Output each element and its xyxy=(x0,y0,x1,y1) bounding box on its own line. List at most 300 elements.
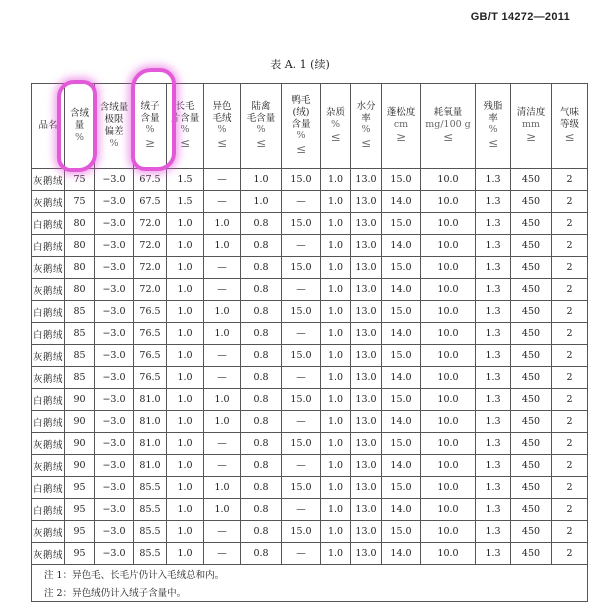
table-cell: — xyxy=(282,191,321,213)
table-cell: 67.5 xyxy=(134,169,167,191)
table-cell: 0.8 xyxy=(241,433,282,455)
table-row xyxy=(32,499,588,521)
table-cell: 1.3 xyxy=(476,389,511,411)
column-header xyxy=(421,84,476,169)
column-header-unit: mm xyxy=(521,118,541,130)
column-header-comparator: ≤ xyxy=(487,136,499,151)
table-cell: 15.0 xyxy=(382,521,421,543)
table-cell: −3.0 xyxy=(95,345,134,367)
table-cell: 450 xyxy=(511,455,552,477)
table-cell: 1.0 xyxy=(321,499,351,521)
table-cell: 85 xyxy=(65,367,95,389)
table-cell: 1.3 xyxy=(476,345,511,367)
column-header-label: 水分 率 xyxy=(356,100,376,124)
table-cell: 13.0 xyxy=(351,169,382,191)
table-cell: 2 xyxy=(552,477,588,499)
column-header-label: 含绒 量 xyxy=(69,108,89,132)
table-cell: 450 xyxy=(511,433,552,455)
table-cell: 2 xyxy=(552,389,588,411)
table-cell: 10.0 xyxy=(421,257,476,279)
table-cell: 2 xyxy=(552,213,588,235)
table-cell: 85 xyxy=(65,301,95,323)
table-row xyxy=(32,235,588,257)
column-header-unit: cm xyxy=(393,118,409,130)
table-cell: 2 xyxy=(552,257,588,279)
table-cell: — xyxy=(282,235,321,257)
table-cell: 81.0 xyxy=(134,455,167,477)
table-row xyxy=(32,257,588,279)
table-cell: −3.0 xyxy=(95,411,134,433)
product-name-cell: 白鹅绒 xyxy=(32,301,65,323)
table-cell: 13.0 xyxy=(351,345,382,367)
table-cell: 15.0 xyxy=(282,169,321,191)
table-cell: 450 xyxy=(511,191,552,213)
column-header xyxy=(511,84,552,169)
table-cell: 14.0 xyxy=(382,191,421,213)
column-header-unit: % xyxy=(74,131,85,143)
table-cell: 10.0 xyxy=(421,477,476,499)
table-cell: 1.0 xyxy=(167,367,204,389)
table-cell: 1.3 xyxy=(476,169,511,191)
table-cell: 67.5 xyxy=(134,191,167,213)
table-cell: 10.0 xyxy=(421,411,476,433)
table-cell: 1.0 xyxy=(167,433,204,455)
column-header-unit: % xyxy=(296,130,306,142)
standard-code: GB/T 14272—2011 xyxy=(470,11,570,23)
column-header-comparator: ≥ xyxy=(525,130,537,145)
product-name-cell: 白鹅绒 xyxy=(32,323,65,345)
table-cell: 0.8 xyxy=(241,411,282,433)
table-cell: 15.0 xyxy=(282,257,321,279)
table-cell: 90 xyxy=(65,433,95,455)
column-header-comparator: ≥ xyxy=(144,136,156,151)
table-note-2: 注 2：异色绒仍计入绒子含量中。 xyxy=(32,583,588,602)
table-cell: 90 xyxy=(65,389,95,411)
table-cell: 10.0 xyxy=(421,433,476,455)
table-cell: −3.0 xyxy=(95,477,134,499)
table-cell: 1.0 xyxy=(167,389,204,411)
table-cell: — xyxy=(204,367,241,389)
column-header-label: 气味 等级 xyxy=(559,106,579,130)
table-cell: 0.8 xyxy=(241,323,282,345)
product-name-cell: 灰鹅绒 xyxy=(32,257,65,279)
table-cell: 450 xyxy=(511,389,552,411)
table-cell: 0.8 xyxy=(241,279,282,301)
table-cell: 1.0 xyxy=(241,169,282,191)
product-name-cell: 灰鹅绒 xyxy=(32,191,65,213)
table-row xyxy=(32,279,588,301)
product-name-cell: 白鹅绒 xyxy=(32,477,65,499)
table-cell: 450 xyxy=(511,521,552,543)
table-cell: −3.0 xyxy=(95,213,134,235)
column-header xyxy=(382,84,421,169)
table-cell: 85.5 xyxy=(134,499,167,521)
table-cell: 76.5 xyxy=(134,345,167,367)
table-cell: 15.0 xyxy=(282,389,321,411)
table-cell: 13.0 xyxy=(351,477,382,499)
table-cell: 450 xyxy=(511,345,552,367)
column-header-label: 残脂 率 xyxy=(483,100,503,124)
table-cell: 1.0 xyxy=(167,477,204,499)
table-cell: 0.8 xyxy=(241,213,282,235)
column-header-unit: % xyxy=(180,124,190,136)
column-header-unit: % xyxy=(330,118,341,130)
table-cell: 1.0 xyxy=(321,279,351,301)
table-cell: 10.0 xyxy=(421,499,476,521)
table-cell: 0.8 xyxy=(241,257,282,279)
product-name-cell: 灰鹅绒 xyxy=(32,433,65,455)
table-cell: −3.0 xyxy=(95,455,134,477)
table-cell: 1.3 xyxy=(476,543,511,565)
column-header-label: 鸭毛 (绒) 含量 xyxy=(291,94,311,130)
table-cell: 1.0 xyxy=(321,367,351,389)
table-cell: 1.0 xyxy=(204,235,241,257)
product-name-cell: 白鹅绒 xyxy=(32,411,65,433)
table-cell: 10.0 xyxy=(421,213,476,235)
table-cell: 15.0 xyxy=(282,213,321,235)
table-cell: 1.0 xyxy=(204,499,241,521)
table-cell: — xyxy=(204,543,241,565)
table-cell: 1.3 xyxy=(476,235,511,257)
table-cell: 72.0 xyxy=(134,257,167,279)
table-cell: 15.0 xyxy=(282,301,321,323)
table-cell: 0.8 xyxy=(241,389,282,411)
table-cell: 450 xyxy=(511,543,552,565)
column-header xyxy=(321,84,351,169)
column-header xyxy=(95,84,134,169)
table-cell: 1.0 xyxy=(321,411,351,433)
column-header-comparator: ≤ xyxy=(442,130,454,145)
table-cell: 14.0 xyxy=(382,411,421,433)
column-header-label: 绒子 含量 xyxy=(140,100,160,124)
table-cell: 1.0 xyxy=(321,477,351,499)
table-cell: 1.0 xyxy=(204,411,241,433)
table-cell: 1.0 xyxy=(167,411,204,433)
table-cell: 85 xyxy=(65,345,95,367)
table-cell: 1.3 xyxy=(476,213,511,235)
table-cell: 2 xyxy=(552,543,588,565)
table-cell: — xyxy=(282,367,321,389)
column-header xyxy=(282,84,321,169)
table-cell: −3.0 xyxy=(95,433,134,455)
table-cell: −3.0 xyxy=(95,235,134,257)
table-cell: 1.3 xyxy=(476,191,511,213)
column-header-label: 含绒量 极限 偏差 xyxy=(99,102,129,137)
table-cell: 2 xyxy=(552,279,588,301)
column-header-comparator: ≤ xyxy=(179,136,191,151)
table-cell: 13.0 xyxy=(351,389,382,411)
table-cell: 1.0 xyxy=(321,323,351,345)
table-cell: 10.0 xyxy=(421,323,476,345)
table-cell: −3.0 xyxy=(95,257,134,279)
table-cell: 0.8 xyxy=(241,455,282,477)
column-header-unit: % xyxy=(361,124,371,136)
table-cell: 450 xyxy=(511,213,552,235)
table-cell: 15.0 xyxy=(382,213,421,235)
table-cell: 1.3 xyxy=(476,477,511,499)
table-cell: −3.0 xyxy=(95,367,134,389)
table-cell: 1.0 xyxy=(321,191,351,213)
table-row xyxy=(32,543,588,565)
table-cell: 2 xyxy=(552,499,588,521)
table-cell: 95 xyxy=(65,543,95,565)
table-cell: 0.8 xyxy=(241,345,282,367)
table-cell: — xyxy=(282,411,321,433)
product-name-cell: 灰鹅绒 xyxy=(32,345,65,367)
table-cell: 90 xyxy=(65,455,95,477)
table-row xyxy=(32,411,588,433)
table-cell: 13.0 xyxy=(351,433,382,455)
column-header xyxy=(552,84,588,169)
table-cell: 1.0 xyxy=(167,213,204,235)
table-cell: 450 xyxy=(511,411,552,433)
table-cell: 76.5 xyxy=(134,367,167,389)
table-cell: 15.0 xyxy=(282,477,321,499)
table-cell: 1.3 xyxy=(476,301,511,323)
table-cell: 14.0 xyxy=(382,499,421,521)
product-name-cell: 灰鹅绒 xyxy=(32,521,65,543)
table-cell: 13.0 xyxy=(351,411,382,433)
column-header-comparator: ≤ xyxy=(360,136,372,151)
product-name-cell: 白鹅绒 xyxy=(32,389,65,411)
table-cell: 450 xyxy=(511,367,552,389)
table-cell: 13.0 xyxy=(351,191,382,213)
column-header-unit: % xyxy=(217,124,227,136)
table-cell: 15.0 xyxy=(282,433,321,455)
table-cell: 80 xyxy=(65,279,95,301)
table-cell: 14.0 xyxy=(382,279,421,301)
table-row xyxy=(32,191,588,213)
table-cell: 2 xyxy=(552,433,588,455)
table-cell: — xyxy=(282,323,321,345)
table-cell: 1.3 xyxy=(476,411,511,433)
table-cell: −3.0 xyxy=(95,191,134,213)
column-header-comparator: ≤ xyxy=(295,142,307,157)
table-cell: 1.0 xyxy=(167,455,204,477)
table-cell: 13.0 xyxy=(351,213,382,235)
column-header xyxy=(167,84,204,169)
table-cell: 75 xyxy=(65,191,95,213)
table-cell: — xyxy=(204,257,241,279)
table-cell: 1.0 xyxy=(167,521,204,543)
table-cell: 85.5 xyxy=(134,543,167,565)
column-header-unit: mg/100 g xyxy=(425,118,471,130)
table-cell: 0.8 xyxy=(241,521,282,543)
table-cell: 10.0 xyxy=(421,367,476,389)
table-cell: 13.0 xyxy=(351,521,382,543)
product-name-cell: 灰鹅绒 xyxy=(32,169,65,191)
table-cell: −3.0 xyxy=(95,499,134,521)
table-cell: 76.5 xyxy=(134,301,167,323)
table-row xyxy=(32,301,588,323)
table-cell: 1.3 xyxy=(476,257,511,279)
table-cell: — xyxy=(204,455,241,477)
table-cell: 81.0 xyxy=(134,433,167,455)
product-name-cell: 灰鹅绒 xyxy=(32,367,65,389)
table-cell: 1.0 xyxy=(204,389,241,411)
table-cell: 85.5 xyxy=(134,477,167,499)
table-cell: 1.0 xyxy=(241,191,282,213)
column-header-comparator: ≤ xyxy=(255,136,267,151)
table-cell: −3.0 xyxy=(95,543,134,565)
table-cell: 2 xyxy=(552,169,588,191)
product-name-cell: 灰鹅绒 xyxy=(32,455,65,477)
table-cell: 1.0 xyxy=(167,543,204,565)
table-cell: 14.0 xyxy=(382,455,421,477)
table-cell: 85.5 xyxy=(134,521,167,543)
table-cell: — xyxy=(282,543,321,565)
table-cell: 90 xyxy=(65,411,95,433)
table-cell: 10.0 xyxy=(421,279,476,301)
table-cell: 1.5 xyxy=(167,169,204,191)
table-row xyxy=(32,367,588,389)
column-header xyxy=(65,84,95,169)
column-header-comparator: ≤ xyxy=(330,130,341,145)
table-cell: 81.0 xyxy=(134,411,167,433)
table-cell: 1.0 xyxy=(321,543,351,565)
table-cell: 2 xyxy=(552,411,588,433)
table-cell: 1.0 xyxy=(167,345,204,367)
table-cell: 1.3 xyxy=(476,433,511,455)
column-header-label: 品名 xyxy=(38,120,58,132)
table-cell: 13.0 xyxy=(351,367,382,389)
table-row xyxy=(32,455,588,477)
table-cell: 450 xyxy=(511,235,552,257)
table-row xyxy=(32,345,588,367)
table-cell: 10.0 xyxy=(421,345,476,367)
table-cell: 10.0 xyxy=(421,389,476,411)
column-header xyxy=(351,84,382,169)
table-cell: 2 xyxy=(552,345,588,367)
table-cell: — xyxy=(282,455,321,477)
table-cell: 15.0 xyxy=(382,257,421,279)
table-cell: 13.0 xyxy=(351,323,382,345)
table-cell: 14.0 xyxy=(382,235,421,257)
column-header-unit: % xyxy=(488,124,498,136)
table-cell: 2 xyxy=(552,235,588,257)
column-header-label: 清洁度 xyxy=(516,106,546,118)
table-cell: 1.0 xyxy=(204,323,241,345)
table-cell: — xyxy=(204,279,241,301)
column-header-unit: % xyxy=(145,124,155,136)
column-header-label: 杂质 xyxy=(325,106,345,118)
table-cell: 1.0 xyxy=(321,235,351,257)
table-cell: — xyxy=(204,345,241,367)
table-cell: 10.0 xyxy=(421,521,476,543)
column-header-unit: % xyxy=(109,137,119,149)
table-cell: 1.0 xyxy=(167,235,204,257)
table-cell: 72.0 xyxy=(134,279,167,301)
product-name-cell: 白鹅绒 xyxy=(32,499,65,521)
table-row xyxy=(32,521,588,543)
table-cell: 95 xyxy=(65,521,95,543)
table-cell: 450 xyxy=(511,169,552,191)
table-cell: 2 xyxy=(552,323,588,345)
table-row xyxy=(32,213,588,235)
table-cell: — xyxy=(204,521,241,543)
table-cell: 10.0 xyxy=(421,301,476,323)
spec-table xyxy=(31,83,588,602)
table-cell: 13.0 xyxy=(351,455,382,477)
table-cell: 15.0 xyxy=(382,301,421,323)
table-cell: 15.0 xyxy=(382,477,421,499)
table-cell: 450 xyxy=(511,279,552,301)
table-cell: 1.3 xyxy=(476,323,511,345)
table-cell: — xyxy=(204,169,241,191)
table-cell: 2 xyxy=(552,191,588,213)
column-header-comparator: ≤ xyxy=(564,130,575,145)
table-cell: 2 xyxy=(552,455,588,477)
table-cell: 13.0 xyxy=(351,235,382,257)
column-header-comparator: ≤ xyxy=(216,136,228,151)
column-header-label: 长毛 片含量 xyxy=(170,100,200,124)
table-cell: — xyxy=(282,279,321,301)
column-header xyxy=(204,84,241,169)
table-cell: 1.0 xyxy=(167,499,204,521)
table-cell: 80 xyxy=(65,235,95,257)
column-header-unit: % xyxy=(256,124,266,136)
table-cell: 10.0 xyxy=(421,191,476,213)
table-cell: 2 xyxy=(552,367,588,389)
table-row xyxy=(32,433,588,455)
table-body xyxy=(32,169,588,565)
column-header-label: 陆禽 毛含量 xyxy=(246,100,276,124)
column-header-label: 耗氧量 xyxy=(433,106,463,118)
product-name-cell: 灰鹅绒 xyxy=(32,279,65,301)
table-cell: 450 xyxy=(511,477,552,499)
table-cell: 15.0 xyxy=(382,389,421,411)
table-cell: 1.0 xyxy=(321,389,351,411)
table-cell: −3.0 xyxy=(95,279,134,301)
table-cell: 0.8 xyxy=(241,301,282,323)
table-cell: −3.0 xyxy=(95,301,134,323)
table-cell: 10.0 xyxy=(421,169,476,191)
table-cell: 1.0 xyxy=(167,301,204,323)
table-cell: 14.0 xyxy=(382,543,421,565)
table-cell: 1.3 xyxy=(476,367,511,389)
table-cell: 14.0 xyxy=(382,367,421,389)
table-cell: 15.0 xyxy=(382,169,421,191)
table-cell: 0.8 xyxy=(241,477,282,499)
table-cell: 2 xyxy=(552,301,588,323)
table-cell: 80 xyxy=(65,213,95,235)
product-name-cell: 灰鹅绒 xyxy=(32,543,65,565)
table-cell: 1.0 xyxy=(321,213,351,235)
table-cell: 450 xyxy=(511,499,552,521)
table-cell: 95 xyxy=(65,499,95,521)
table-cell: 10.0 xyxy=(421,455,476,477)
table-cell: 15.0 xyxy=(382,345,421,367)
table-cell: 1.0 xyxy=(321,169,351,191)
table-cell: 10.0 xyxy=(421,235,476,257)
table-cell: 1.0 xyxy=(204,477,241,499)
product-name-cell: 白鹅绒 xyxy=(32,235,65,257)
table-cell: — xyxy=(204,433,241,455)
column-header xyxy=(134,84,167,169)
table-cell: 0.8 xyxy=(241,543,282,565)
table-cell: 0.8 xyxy=(241,235,282,257)
column-header xyxy=(241,84,282,169)
table-cell: 1.0 xyxy=(167,323,204,345)
table-note-1: 注 1：异色毛、长毛片仍计入毛绒总和内。 xyxy=(32,565,588,584)
table-cell: 450 xyxy=(511,323,552,345)
table-cell: 72.0 xyxy=(134,213,167,235)
table-cell: 1.0 xyxy=(321,301,351,323)
table-cell: 15.0 xyxy=(282,521,321,543)
table-cell: 450 xyxy=(511,301,552,323)
table-cell: 1.0 xyxy=(321,257,351,279)
table-cell: 13.0 xyxy=(351,279,382,301)
